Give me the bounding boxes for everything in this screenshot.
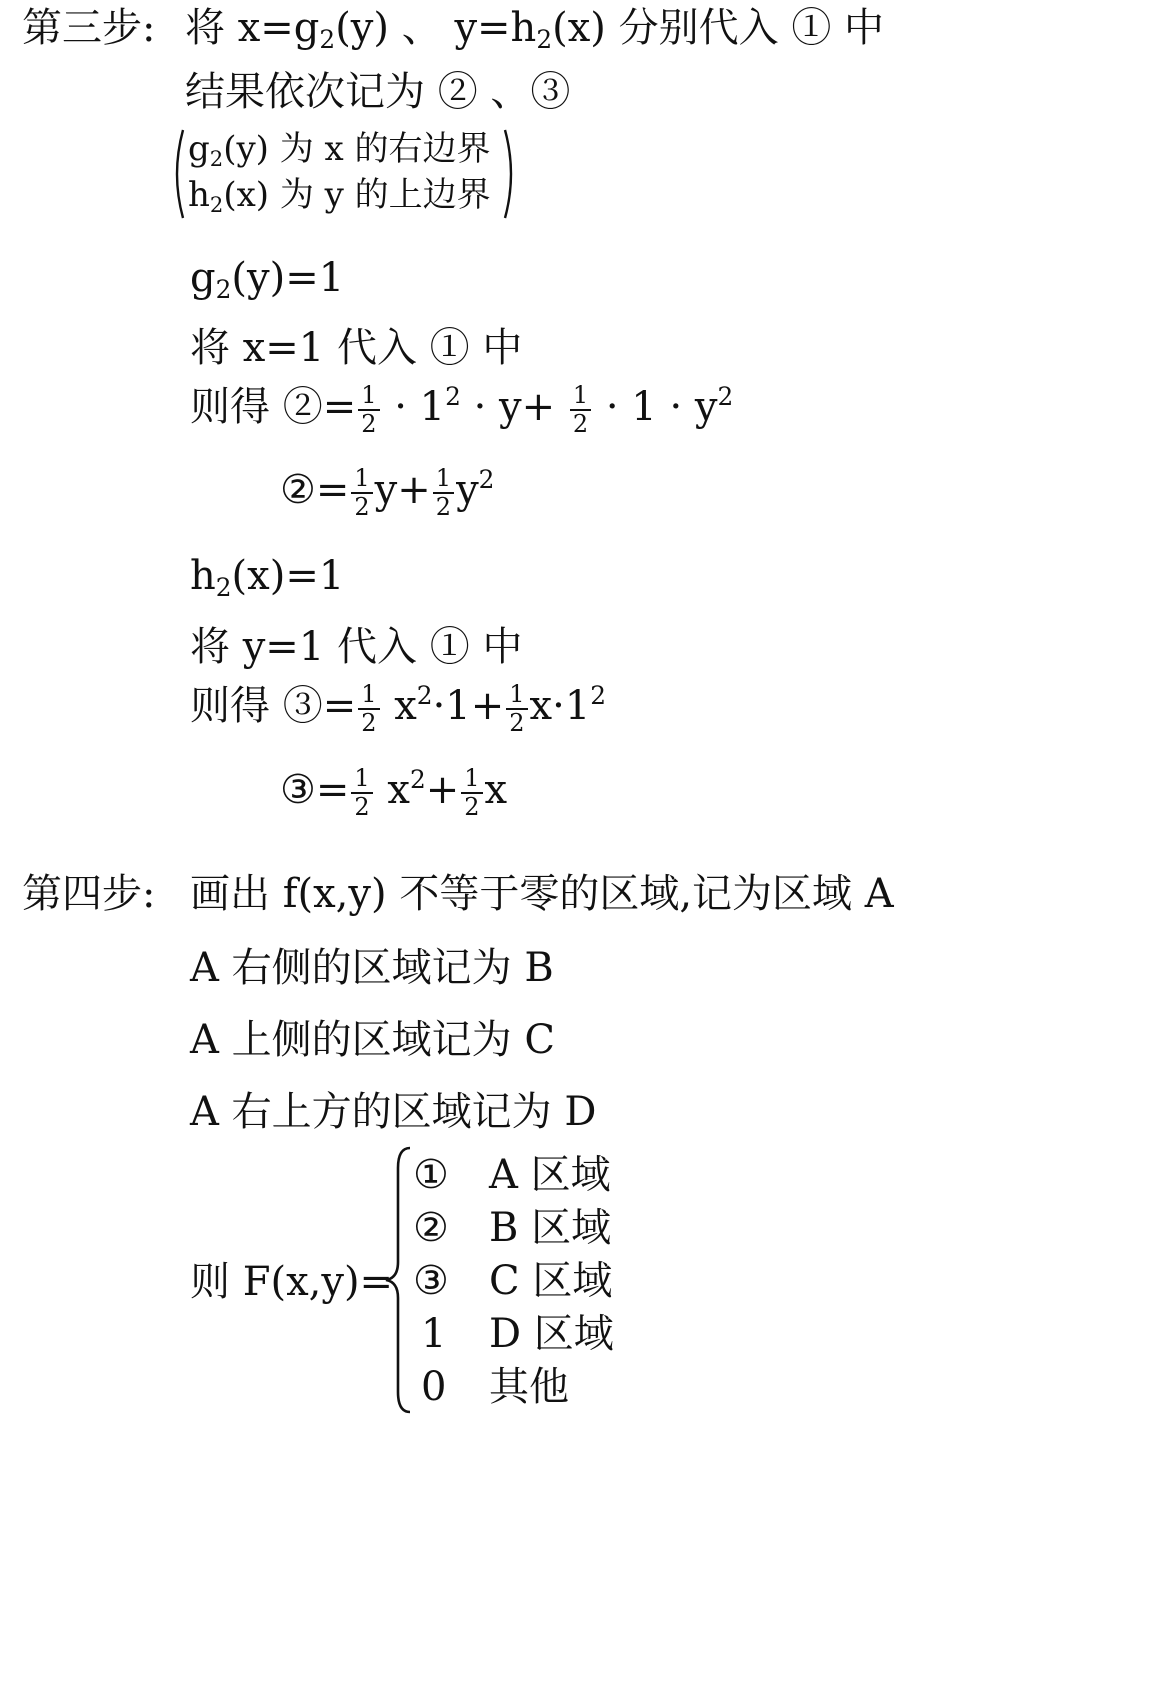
ref-circled-1: ① xyxy=(429,624,470,670)
result-ref-2: ② xyxy=(282,384,323,431)
zhong-word: 中 xyxy=(844,5,885,51)
separator: 、 xyxy=(401,5,442,51)
step4-label: 第四步: xyxy=(22,871,156,917)
substitute-word: 分别代入 xyxy=(618,5,779,51)
substitute-x-post: 中 xyxy=(482,325,523,371)
step4-line1: 画出 f(x,y) 不等于零的区域,记为区域 A xyxy=(190,871,894,917)
substitute-x-pre: 将 x=1 代入 xyxy=(190,325,417,371)
substitute-y-pre: 将 y=1 代入 xyxy=(190,624,417,670)
left-paren xyxy=(168,128,186,220)
note-row1-text: 为 x 的右边界 xyxy=(279,129,491,169)
step4-line2: A 右侧的区域记为 B xyxy=(190,945,554,991)
substitute-y-line xyxy=(190,624,523,670)
h2x-equation: $h_2(x)=1$ xyxy=(190,553,345,602)
fraction-half: $\frac{1}{2}$ xyxy=(358,682,379,736)
case-region: C 区域 xyxy=(489,1258,613,1304)
result-3-line: 则得 ③= $\frac{1}{2}$ $x^2\cdot 1+$ $\frac{1}{2}$ $x\cdot 1^2$ xyxy=(190,680,607,738)
case-region: A 区域 xyxy=(489,1152,611,1198)
result-ref-3: ③ xyxy=(282,683,323,730)
fraction-half: $\frac{1}{2}$ xyxy=(433,466,454,520)
step4-line3: A 上侧的区域记为 C xyxy=(190,1017,555,1063)
cases-block xyxy=(413,1152,673,1415)
fraction-half: $\frac{1}{2}$ xyxy=(351,466,372,520)
h2x-rhs: =1 xyxy=(285,553,345,599)
ref-circled-1: ① xyxy=(791,5,832,51)
ref-circled-1: ① xyxy=(429,325,470,371)
g2y-equation: $g_2(y)=1$ xyxy=(190,255,345,304)
result-2-simplified: ②= $\frac{1}{2}$ y+ $\frac{1}{2}$ $y^2$ xyxy=(280,464,495,522)
simplified-ref-2: ② xyxy=(280,467,316,514)
case-region: D 区域 xyxy=(489,1311,614,1357)
result-label: 则得 xyxy=(190,683,270,730)
fraction-half: $\frac{1}{2}$ xyxy=(570,383,591,437)
note-row1 xyxy=(188,129,491,171)
fraction-half: $\frac{1}{2}$ xyxy=(506,682,527,736)
case-value: ① xyxy=(413,1152,449,1198)
step3-line1 xyxy=(185,5,885,54)
expr-x-eq-g2y: $x=g_2(y)$ xyxy=(237,5,389,54)
result-label: 则得 xyxy=(190,384,270,431)
case-value: 1 xyxy=(421,1311,447,1357)
step4-line4: A 右上方的区域记为 D xyxy=(190,1089,597,1135)
F-label: 则 F(x,y)= xyxy=(190,1259,394,1305)
step3-line2: 结果依次记为 ② 、③ xyxy=(185,69,571,115)
g2y-term: $g_2(y)$ xyxy=(188,129,269,171)
step3-label: 第三步: xyxy=(22,5,156,51)
case-value: ③ xyxy=(413,1258,449,1304)
jiang-word: 将 xyxy=(185,5,225,51)
case-region: B 区域 xyxy=(489,1205,612,1251)
fraction-half: $\frac{1}{2}$ xyxy=(351,766,372,820)
result-2-line: 则得 ②= $\frac{1}{2}$ · $1^2 \cdot y+$ $\frac{1}{2}$ · $1 \cdot y^2$ xyxy=(190,381,734,439)
boundary-note xyxy=(168,128,520,220)
result-3-simplified: ③= $\frac{1}{2}$ $x^2+$ $\frac{1}{2}$ x xyxy=(280,764,508,822)
h2x-term: $h_2(x)$ xyxy=(188,175,270,217)
case-value: 0 xyxy=(421,1364,447,1410)
fraction-half: $\frac{1}{2}$ xyxy=(358,383,379,437)
note-row2-text: 为 y 的上边界 xyxy=(279,175,491,215)
substitute-y-post: 中 xyxy=(482,624,523,670)
substitute-x-line xyxy=(190,325,523,371)
case-value: ② xyxy=(413,1205,449,1251)
case-region: 其他 xyxy=(489,1364,569,1410)
simplified-ref-3: ③ xyxy=(280,767,316,814)
g2y-rhs: =1 xyxy=(285,255,345,301)
right-paren xyxy=(502,128,520,220)
note-row2 xyxy=(188,175,491,217)
fraction-half: $\frac{1}{2}$ xyxy=(461,766,482,820)
expr-y-eq-h2x: $y=h_2(x)$ xyxy=(454,5,606,54)
left-brace xyxy=(384,1146,414,1414)
